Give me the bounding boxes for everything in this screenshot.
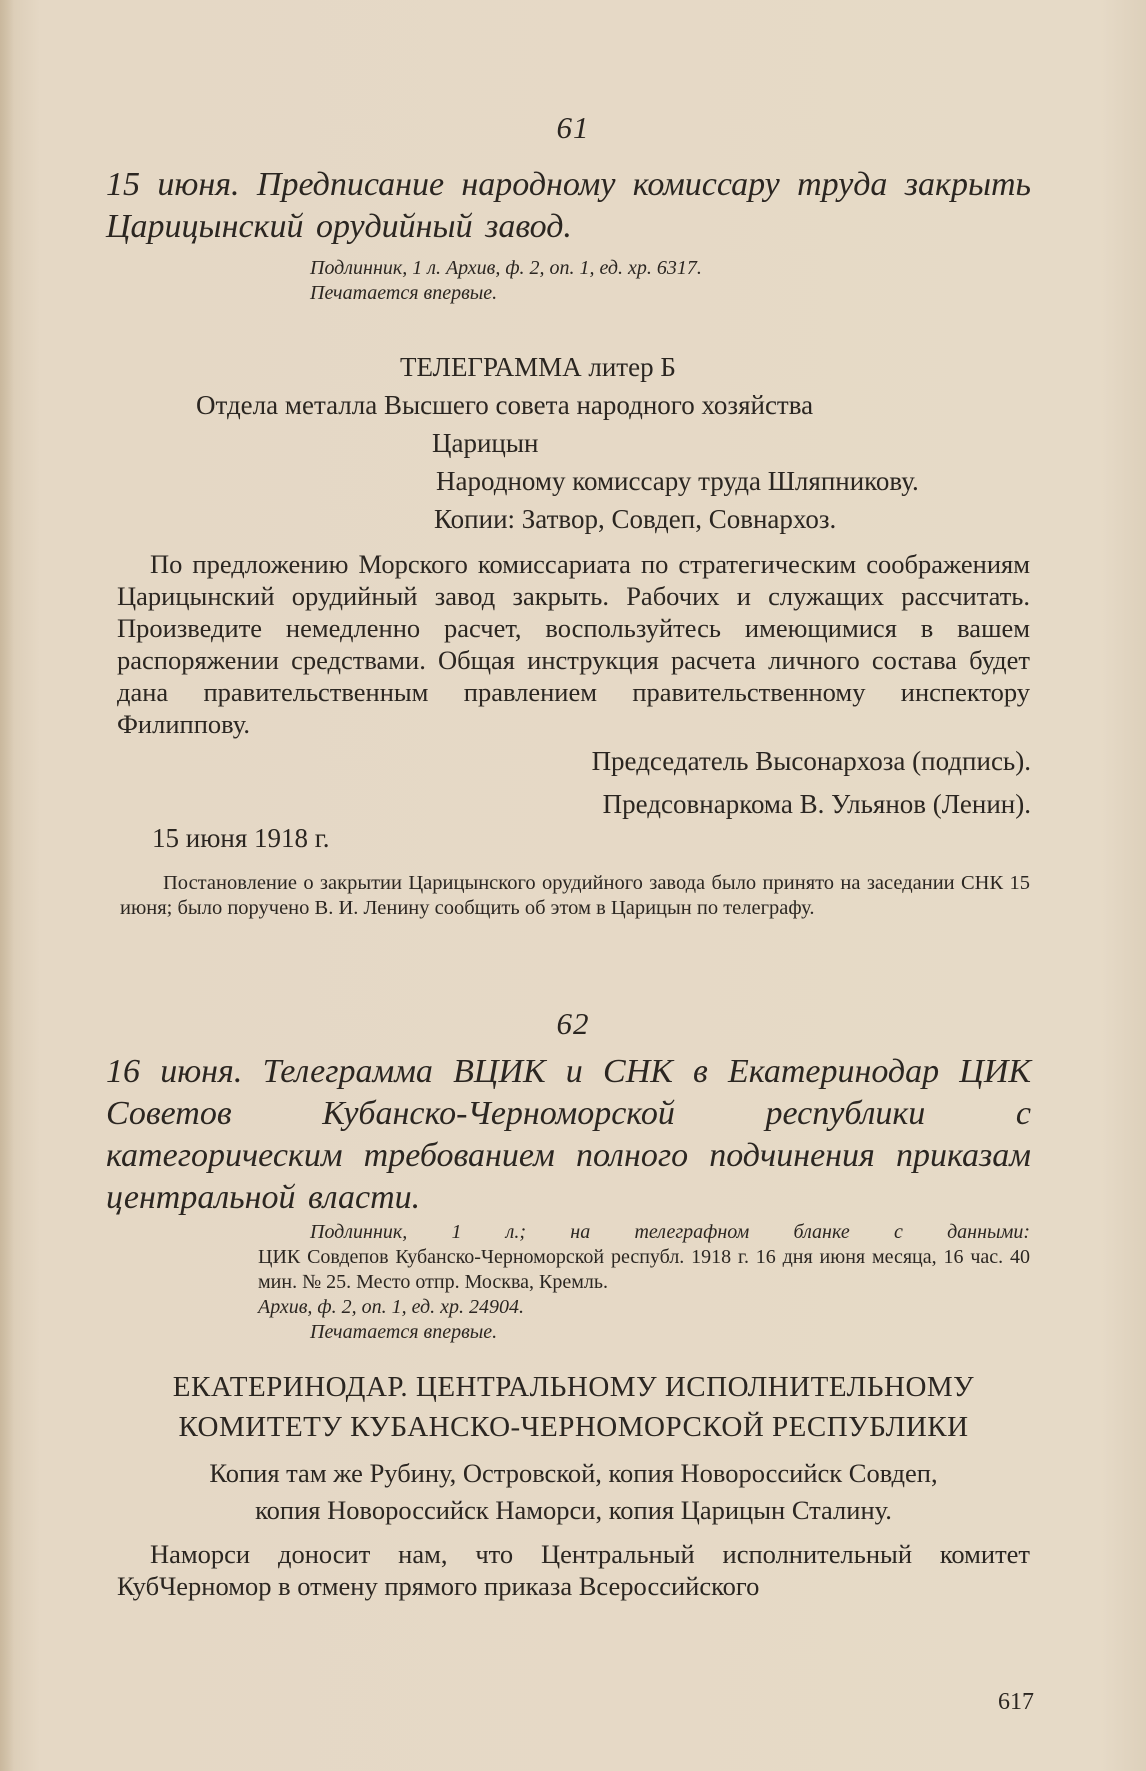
document-date-61: 15 июня 1918 г. (152, 823, 330, 853)
document-number-62: 62 (556, 1006, 590, 1041)
page-number: 617 (998, 1689, 1034, 1715)
document-number-61: 61 (556, 110, 590, 145)
copies-line: копия Новороссийск Наморси, копия Царицын Сталину. (255, 1495, 892, 1525)
source-archive: Архив, ф. 2, оп. 1, ед. хр. 24904. (258, 1296, 524, 1318)
telegram-copies-62 (117, 1455, 1030, 1529)
source-note-62 (258, 1220, 1030, 1345)
telegram-address-62: ЕКАТЕРИНОДАР. ЦЕНТРАЛЬНОМУ ИСПОЛНИТЕЛЬНОМУ КОМИТЕТУ КУБАНСКО-ЧЕРНОМОРСКОЙ РЕСПУБЛИКИ (172, 1371, 975, 1443)
source-telegraph-form: ЦИК Совдепов Кубанско-Черноморской республ. 1918 г. 16 дня июня месяца, 16 час. 40 мин. № 25. Место отпр. Москва, Кремль. (258, 1246, 1030, 1293)
editorial-note-61: Постановление о закрытии Царицынского орудийного завода было принято на заседании СНК 15 июня; было поручено В. И. Ленину сообщить об этом в Царицын по телеграфу. (120, 872, 1030, 919)
telegram-title: ТЕЛЕГРАММА литер Б (400, 352, 676, 382)
telegram-body-61: По предложению Морского комиссариата по стратегическим соображениям Царицынский орудийный завод закрыть. Рабочих и служащих рассчитать. Произведите немедленно расчет, воспользуйтесь имеющимися в вашем распоряжении средствами. Общая инструкция расчета личного состава будет дана правительственным правлением правительственному инспектору Филиппову. (117, 549, 1030, 739)
telegram-sender: Отдела металла Высшего совета народного хозяйства (196, 390, 814, 420)
signature-lenin: Предсовнаркома В. Ульянов (Ленин). (602, 789, 1031, 819)
copies-line: Копия там же Рубину, Островской, копия Новороссийск Совдеп, (209, 1458, 938, 1488)
source-line-italic: Подлинник, 1 л.; на телеграфном бланке с данными: (310, 1221, 1030, 1243)
telegram-body-62: Наморси доносит нам, что Центральный исполнительный комитет КубЧерномор в отмену прямого приказа Всероссийского (117, 1539, 1030, 1601)
signature-chairman: Председатель Высонархоза (подпись). (591, 746, 1031, 776)
telegram-place: Царицын (432, 428, 539, 458)
source-line: Подлинник, 1 л. Архив, ф. 2, оп. 1, ед. хр. 6317. (310, 257, 702, 279)
printed-first-note: Печатается впервые. (310, 1321, 498, 1343)
telegram-addressee: Народному комиссару труда Шляпникову. (436, 466, 919, 496)
document-heading-62: 16 июня. Телеграмма ВЦИК и СНК в Екатеринодар ЦИК Советов Кубанско-Черноморской республики с категорическим требованием полного подчинения приказам центральной власти. (106, 1053, 1031, 1216)
page-binding-edge (0, 0, 14, 1771)
document-heading-61: 15 июня. Предписание народному комиссару труда закрыть Царицынский орудийный завод. (106, 166, 1031, 245)
telegram-copies: Копии: Затвор, Совдеп, Совнархоз. (434, 504, 837, 534)
source-note-61 (310, 256, 1030, 306)
printed-first-note: Печатается впервые. (310, 282, 498, 304)
